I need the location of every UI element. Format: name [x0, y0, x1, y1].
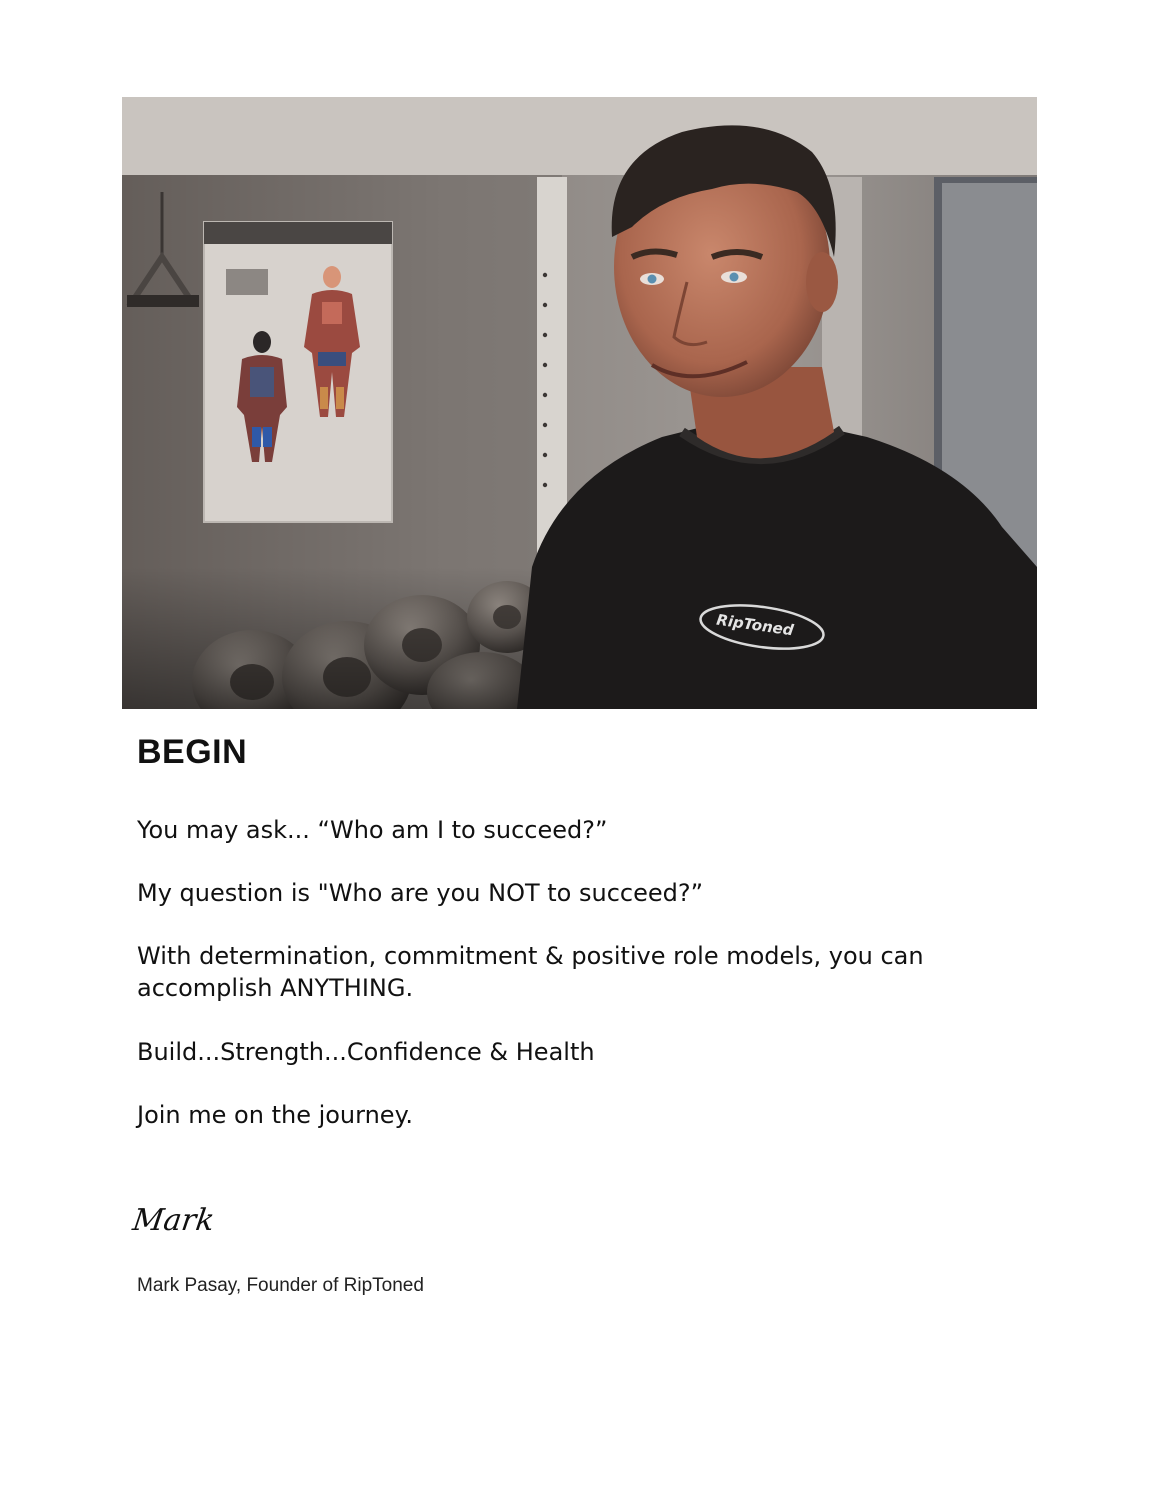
paragraph-determination: With determination, commitment & positive role models, you can accomplish ANYTHING.	[137, 942, 924, 1002]
paragraph-build: Build...Strength...Confidence & Health	[137, 1038, 595, 1066]
paragraph-join: Join me on the journey.	[137, 1101, 413, 1129]
signature: Mark	[130, 1203, 217, 1238]
portrait-photo	[122, 97, 1037, 709]
author-caption: Mark Pasay, Founder of RipToned	[137, 1275, 424, 1296]
paragraph-question: You may ask... “Who am I to succeed?”	[137, 816, 608, 844]
page-heading: BEGIN	[137, 733, 248, 771]
paragraph-counter-question: My question is "Who are you NOT to succeed?”	[137, 879, 704, 907]
shirt-logo-text: RipToned	[715, 610, 795, 640]
